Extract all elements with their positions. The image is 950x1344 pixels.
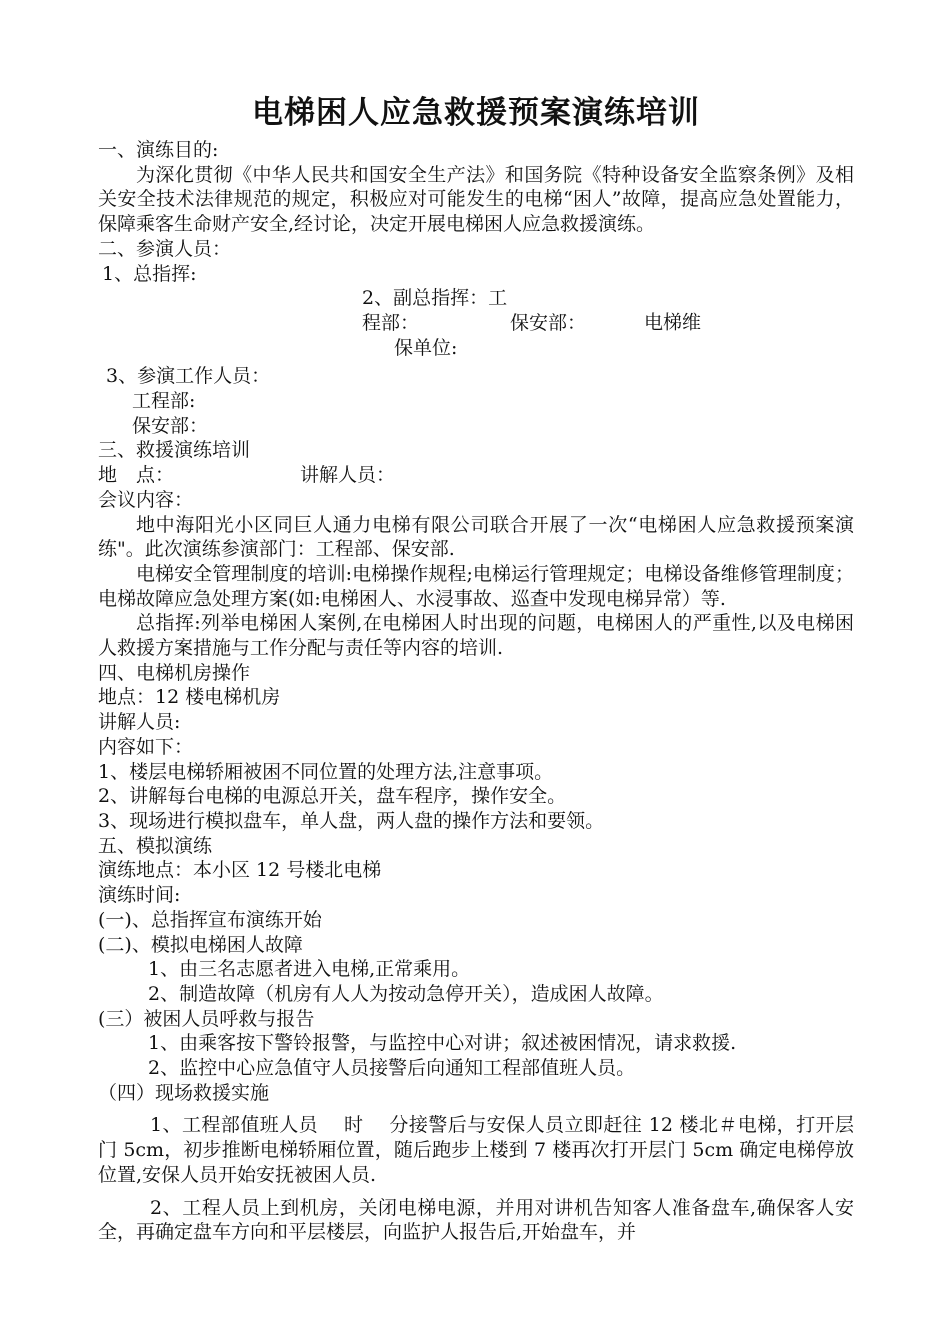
section-2-heading: 二、参演人员： (98, 237, 232, 260)
drill-step-1: (一)、总指挥宣布演练开始 (98, 908, 322, 931)
deputy-security-label: 保安部： (510, 311, 587, 334)
meeting-paragraph-1: 地中海阳光小区同巨人通力电梯有限公司联合开展了一次“电梯困人应急救援预案演练"。此次演练参演部门：工程部、保安部. (98, 513, 854, 561)
list-item: 1、由三名志愿者进入电梯,正常乘用。 (148, 958, 471, 981)
chief-commander-line: 1、总指挥: (102, 262, 197, 285)
training-place-line (98, 463, 854, 488)
meeting-paragraph-3: 总指挥:列举电梯困人案例,在电梯困人时出现的问题，电梯困人的严重性,以及电梯困人救援方案措施与工作分配与责任等内容的培训. (98, 612, 854, 660)
staff-line: 3、参演工作人员： (106, 365, 271, 388)
list-item: 3、现场进行模拟盘车，单人盘，两人盘的操作方法和要领。 (98, 809, 605, 832)
deputy-maintenance-label-1: 电梯维 (644, 311, 702, 334)
rescue-paragraph-2: 2、工程人员上到机房，关闭电梯电源，并用对讲机告知客人准备盘车,确保客人安全，再确定盘车方向和平层楼层，向监护人报告后,开始盘车，并 (98, 1196, 854, 1244)
section-1-paragraph: 为深化贯彻《中华人民共和国安全生产法》和国务院《特种设备安全监察条例》及相关安全技术法律规范的规定，积极应对可能发生的电梯“困人”故障，提高应急处置能力，保障乘客生命财产安全,经讨论，决定开展电梯困人应急救援演练。 (98, 163, 854, 236)
section-4-heading: 四、电梯机房操作 (98, 661, 251, 684)
drill-step-4: （四）现场救援实施 (98, 1081, 270, 1104)
meeting-paragraph-2: 电梯安全管理制度的培训:电梯操作规程;电梯运行管理规定；电梯设备维修管理制度；电梯故障应急处理方案(如:电梯困人、水浸事故、巡查中发现电梯异常）等. (98, 562, 854, 610)
rescue-paragraph-1: 1、工程部值班人员 时 分接警后与安保人员立即赶往 12 楼北＃电梯，打开层门 5cm，初步推断电梯轿厢位置，随后跑步上楼到 7 楼再次打开层门 5cm 确定电梯停放位置,安保人员开始安抚被困人员. (98, 1114, 854, 1186)
document-page (98, 90, 854, 1245)
drill-step-3: (三）被困人员呼救与报告 (98, 1007, 315, 1030)
staff-security: 保安部： (132, 414, 209, 437)
list-item: 2、讲解每台电梯的电源总开关，盘车程序，操作安全。 (98, 785, 567, 808)
document-title: 电梯困人应急救援预案演练培训 (252, 95, 700, 131)
machine-room-place: 地点：12 楼电梯机房 (98, 686, 281, 709)
section-5-heading: 五、模拟演练 (98, 834, 213, 857)
deputy-maintenance-label-2: 保单位: (394, 336, 458, 359)
list-item: 2、制造故障（机房有人人为按动急停开关），造成困人故障。 (148, 982, 664, 1005)
list-item: 1、由乘客按下警铃报警，与监控中心对讲；叙述被困情况，请求救援. (148, 1032, 737, 1055)
training-place-label: 地 点： (98, 464, 175, 487)
drill-place: 演练地点：本小区 12 号楼北电梯 (98, 859, 382, 882)
meeting-content-label: 会议内容： (98, 488, 194, 511)
deputy-engineering-label: 2、副总指挥：工程部： (362, 287, 508, 334)
list-item: 2、监控中心应急值守人员接警后向通知工程部值班人员。 (148, 1057, 636, 1080)
drill-step-2: (二)、模拟电梯困人故障 (98, 933, 303, 956)
drill-time: 演练时间: (98, 884, 181, 907)
staff-engineering: 工程部: (132, 390, 196, 413)
section-3-heading: 三、救援演练培训 (98, 439, 251, 462)
list-item: 1、楼层电梯轿厢被困不同位置的处理方法,注意事项。 (98, 760, 554, 783)
section-1-heading: 一、演练目的: (98, 139, 219, 161)
deputy-commander-line (98, 286, 854, 360)
machine-room-speaker: 讲解人员: (98, 711, 181, 734)
machine-room-content-label: 内容如下： (98, 735, 194, 758)
training-speaker-label: 讲解人员： (300, 464, 396, 487)
